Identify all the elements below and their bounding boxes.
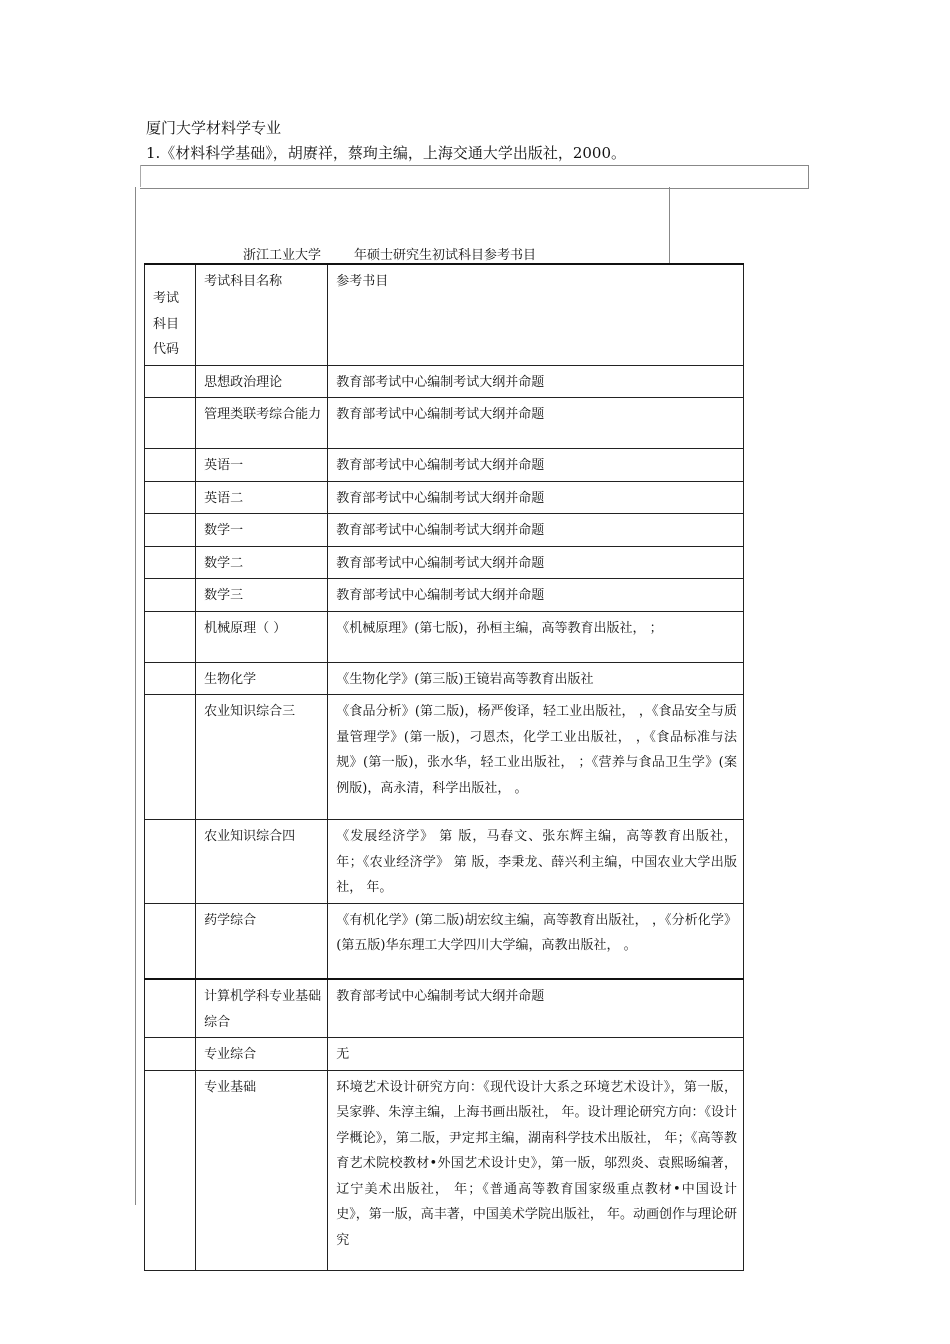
cell-reference [328,579,744,612]
cell-subject [196,1070,328,1270]
reference-table [144,263,744,1271]
cell-subject [196,546,328,579]
cell-code [145,820,196,904]
reference-text: 《生物化学》(第三版)王镜岩高等教育出版社 [336,671,594,687]
reference-text: 教育部考试中心编制考试大纲并命题 [336,407,545,422]
cell-code [145,449,196,482]
subject-text: 思想政治理论 [204,374,283,390]
cell-reference [328,481,744,514]
cell-code [145,903,196,979]
cell-code [145,579,196,612]
cell-reference [328,514,744,547]
cell-reference [328,365,744,398]
cell-code [145,662,196,695]
subject-text: 药学综合 [204,912,257,928]
table-row [145,903,744,979]
cell-reference [328,662,744,695]
page-frame-right [669,187,670,263]
cell-subject [196,1038,328,1071]
table-row [145,979,744,1038]
cell-code [145,979,196,1038]
table-title: 浙江工业大学 年硕士研究生初试科目参考书目 [243,248,537,263]
table-row [145,611,744,662]
subject-text: 专业综合 [204,1047,257,1062]
cell-code [145,1038,196,1071]
heading-line-1: 厦门大学材料学专业 [146,119,282,137]
table-row [145,1070,744,1270]
cell-reference [328,903,744,979]
cell-subject [196,365,328,398]
subject-text: 数学一 [204,523,244,538]
cell-subject [196,398,328,449]
cell-subject [196,579,328,612]
cell-subject [196,820,328,904]
table-row [145,820,744,904]
subject-text: 农业知识综合三 [204,704,296,719]
table-row [145,481,744,514]
cell-code [145,695,196,820]
cell-subject [196,611,328,662]
table-row [145,514,744,547]
reference-text: 教育部考试中心编制考试大纲并命题 [336,490,545,506]
cell-code [145,514,196,547]
page-frame-left [135,187,136,1205]
reference-text: 教育部考试中心编制考试大纲并命题 [336,989,545,1004]
header-code [145,264,196,365]
subject-text: 管理类联考综合能力 [204,407,322,422]
reference-text: 《机械原理》(第七版)，孙桓主编，高等教育出版社， ； [336,620,663,636]
subject-text: 计算机学科专业基础综合 [204,989,322,1030]
subject-text: 数学三 [204,588,244,603]
reference-table-wrapper [144,263,737,1248]
cell-code [145,481,196,514]
cell-reference [328,979,744,1038]
table-row [145,546,744,579]
reference-text: 教育部考试中心编制考试大纲并命题 [336,374,545,390]
cell-subject [196,662,328,695]
cell-subject [196,695,328,820]
heading-line-2: 1.《材料科学基础》，胡赓祥，蔡珣主编，上海交通大学出版社，2000。 [146,144,626,162]
table-row [145,398,744,449]
subject-text: 英语一 [204,458,244,473]
subject-text: 生物化学 [204,671,257,687]
subject-text: 专业基础 [204,1079,257,1095]
cell-code [145,365,196,398]
header-subject-label: 考试科目名称 [204,274,283,289]
reference-text: 教育部考试中心编制考试大纲并命题 [336,523,545,538]
cell-code [145,398,196,449]
subject-text: 农业知识综合四 [204,829,296,844]
subject-text: 英语二 [204,490,244,506]
header-reference [328,264,744,365]
header-subject [196,264,328,365]
page-frame-top [140,165,809,189]
cell-subject [196,903,328,979]
header-code-label: 考试科目代码 [153,291,180,357]
table-row [145,1038,744,1071]
reference-text: 《有机化学》(第二版)胡宏纹主编，高等教育出版社， ，《分析化学》(第五版)华东理工大学四川大学编，高教出版社， 。 [336,912,737,953]
cell-code [145,1070,196,1270]
reference-text: 环境艺术设计研究方向：《现代设计大系之环境艺术设计》，第一版，吴家骅、朱淳主编，上海书画出版社， 年。设计理论研究方向：《设计学概论》，第二版，尹定邦主编，湖南科学技术出版社， 年；《高等教育艺术院校教材•外国艺术设计史》，第一版，邬烈炎、袁熙旸编著，辽宁美术出版社， 年；《普通高等教育国家级重点教材•中国设计史》，第一版，高丰著，中国美术学院出版社， 年。动画创作与理论研究 [336,1079,737,1248]
page-frame-tick [140,165,141,187]
reference-text: 无 [336,1047,350,1062]
cell-reference [328,398,744,449]
table-row [145,365,744,398]
cell-subject [196,481,328,514]
cell-reference [328,1038,744,1071]
cell-code [145,611,196,662]
cell-reference [328,449,744,482]
cell-reference [328,1070,744,1270]
cell-reference [328,820,744,904]
cell-subject [196,514,328,547]
reference-text: 教育部考试中心编制考试大纲并命题 [336,588,545,603]
subject-text: 数学二 [204,555,244,571]
table-row [145,695,744,820]
subject-text: 机械原理（ ） [204,620,287,636]
table-row [145,662,744,695]
cell-code [145,546,196,579]
cell-reference [328,695,744,820]
table-header-row [145,264,744,365]
cell-subject [196,449,328,482]
cell-reference [328,546,744,579]
reference-text: 教育部考试中心编制考试大纲并命题 [336,458,545,473]
table-row [145,449,744,482]
cell-subject [196,979,328,1038]
header-reference-label: 参考书目 [336,274,389,289]
cell-reference [328,611,744,662]
table-row [145,579,744,612]
reference-text: 《发展经济学》 第 版，马春文、张东辉主编，高等教育出版社， 年；《农业经济学》 第 版，李秉龙、薛兴利主编，中国农业大学出版社， 年。 [336,829,737,895]
reference-text: 《食品分析》(第二版)，杨严俊译，轻工业出版社， ，《食品安全与质量管理学》(第一版)，刁恩杰，化学工业出版社， ，《食品标准与法规》(第一版)，张水华，轻工业出版社， ；《营养与食品卫生学》(案例版)，高永清，科学出版社， 。 [336,704,737,796]
reference-text: 教育部考试中心编制考试大纲并命题 [336,555,545,571]
